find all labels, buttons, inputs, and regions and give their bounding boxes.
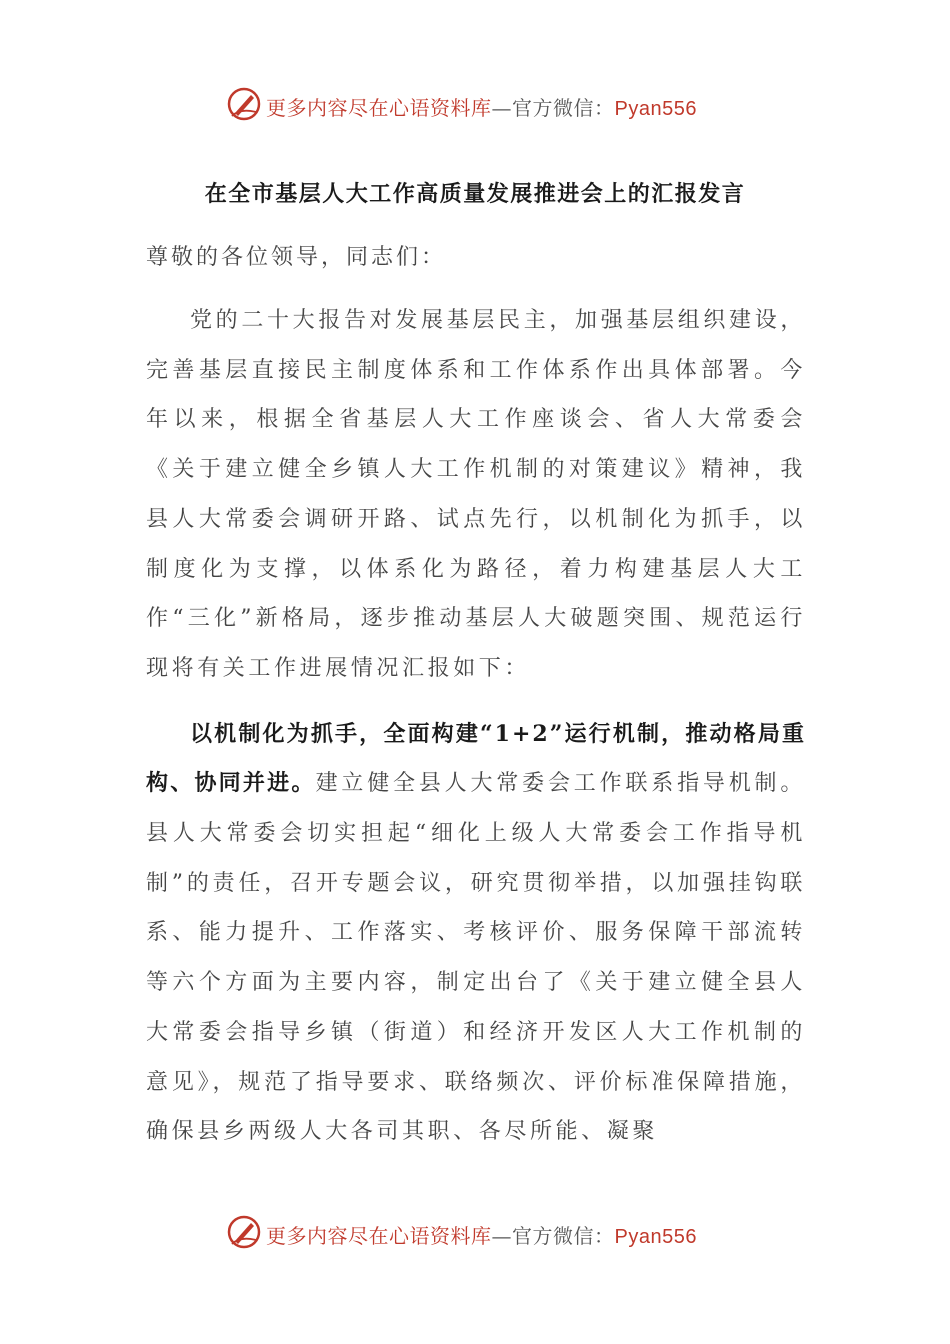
- footer-watermark: [0, 1212, 950, 1252]
- watermark-text: [266, 92, 697, 121]
- watermark-separator: —: [491, 96, 512, 120]
- watermark-wechat-id: Pyan556: [614, 1226, 697, 1248]
- paragraph-1: 党的二十大报告对发展基层民主，加强基层组织建设，完善基层直接民主制度体系和工作体系作出具体部署。今年以来，根据全省基层人大工作座谈会、省人大常委会《关于建立健全乡镇人大工作机制的对策建议》精神，我县人大常委会调研开路、试点先行，以机制化为抓手，以制度化为支撑，以体系化为路径，着力构建基层人大工作“三化”新格局，逐步推动基层人大破题突围、规范运行现将有关工作进展情况汇报如下：: [146, 308, 806, 681]
- watermark-official-label: 官方微信：: [512, 1224, 615, 1248]
- paragraph-2-body: 建立健全县人大常委会工作联系指导机制。县人大常委会切实担起“细化上级人大常委会工作指导机制”的责任，召开专题会议，研究贯彻举措，以加强挂钩联系、能力提升、工作落实、考核评价、服务保障干部流转等六个方面为主要内容，制定出台了《关于建立健全县人大常委会指导乡镇（街道）和经济开发区人大工作机制的意见》，规范了指导要求、联络频次、评价标准保障措施，确保县乡两级人大各司其职、各尽所能、凝聚: [146, 771, 806, 1145]
- paragraph-2: [146, 710, 806, 1157]
- pen-in-circle-icon: [226, 1214, 262, 1250]
- watermark-brand: 更多内容尽在心语资料库: [266, 1224, 492, 1248]
- watermark-wechat-id: Pyan556: [614, 98, 697, 120]
- salutation: 尊敬的各位领导，同志们：: [146, 245, 447, 270]
- header-watermark: [0, 84, 950, 124]
- watermark-text: [266, 1220, 697, 1249]
- pen-in-circle-icon: [226, 86, 262, 122]
- paragraph-2-heading: 以机制化为抓手，全面构建“1+2”运行机制，推动格局重构、协同并进。: [146, 720, 806, 797]
- watermark-official-label: 官方微信：: [512, 96, 615, 120]
- watermark-brand: 更多内容尽在心语资料库: [266, 96, 492, 120]
- document-body: [146, 236, 806, 1157]
- watermark-separator: —: [491, 1224, 512, 1248]
- document-title: 在全市基层人大工作高质量发展推进会上的汇报发言: [204, 181, 746, 207]
